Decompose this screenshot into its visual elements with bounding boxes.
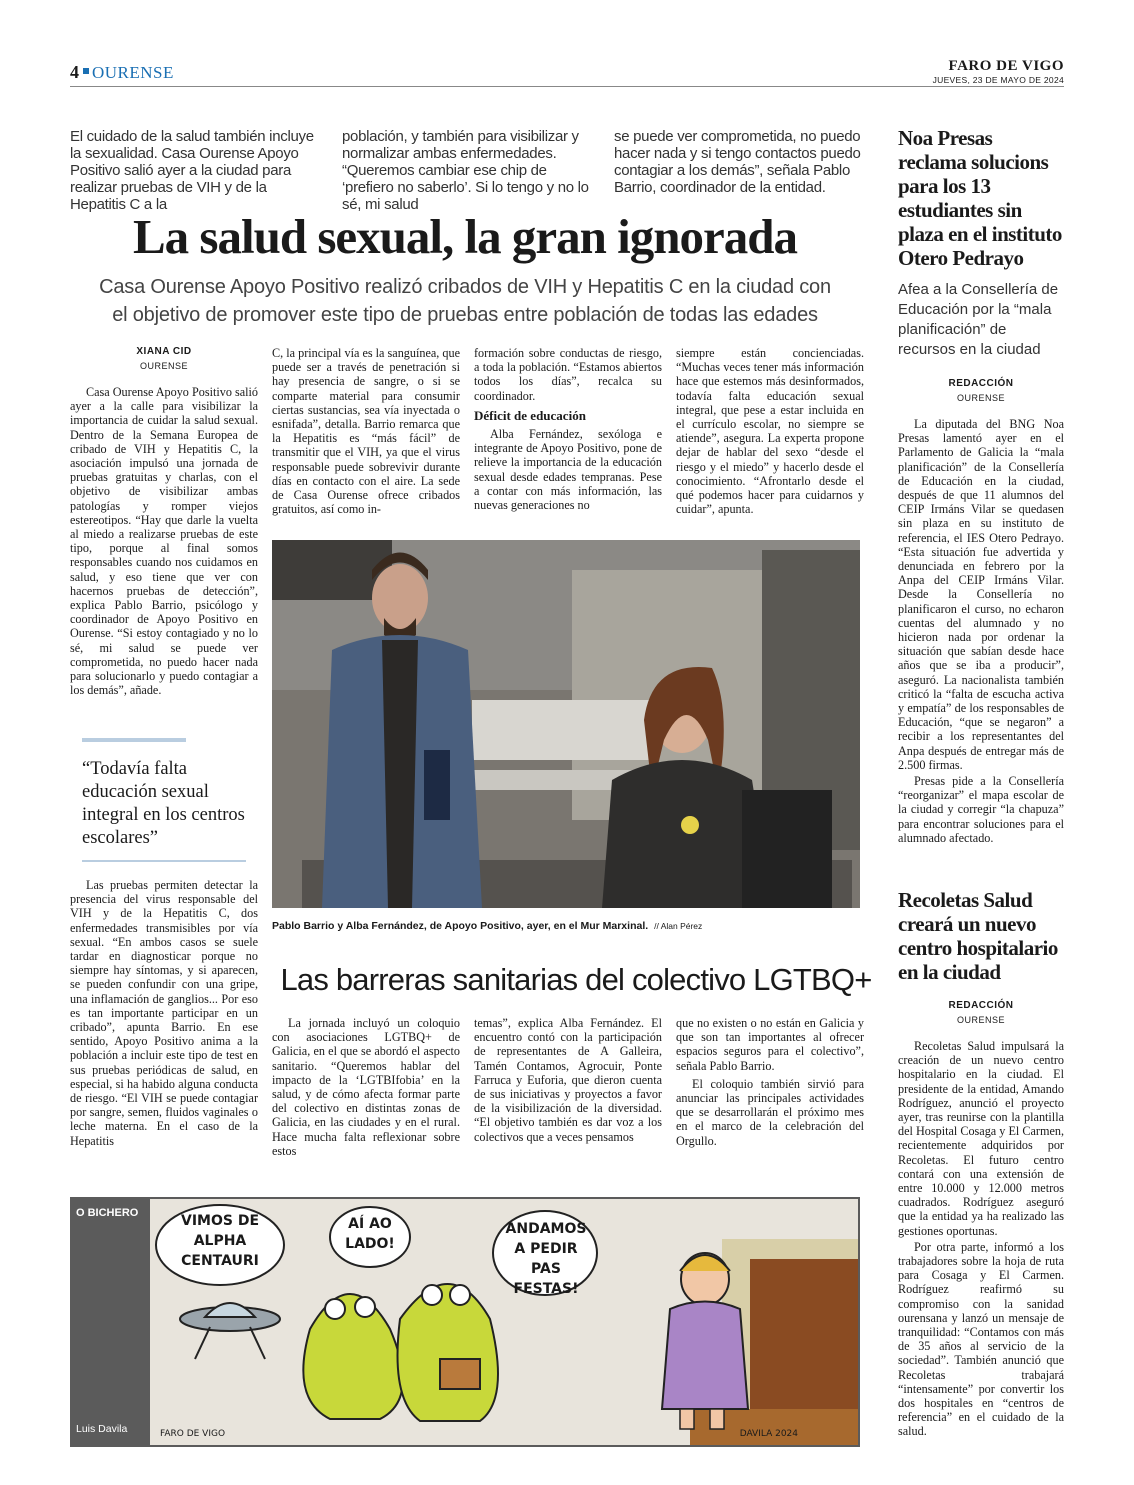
paragraph: que no existen o no están en Galicia y que son tan importantes al ofrecer espacios seguros para el colectivo”, señala Pablo Barrio. xyxy=(676,1016,864,1073)
sidebar-story-2 xyxy=(898,888,1064,1441)
second-headline: Las barreras sanitarias del colectivo LGTBQ+ xyxy=(280,962,872,997)
cartoon-author: Luis Davila xyxy=(76,1423,128,1435)
author-name: XIANA CID xyxy=(136,346,192,357)
speech-bubble-2: AÍ AO LADO! xyxy=(345,1216,395,1252)
paragraph: Presas pide a la Consellería “reorganizar” el mapa escolar de la ciudad y corregir “la chapuza” para encontrar soluciones para el alumnado afectado. xyxy=(898,774,1064,845)
paragraph: El coloquio también sirvió para anunciar las principales actividades que se desarrollarán el próximo mes en el marco de la celebración del Orgullo. xyxy=(676,1076,864,1148)
cartoon-label: O BICHERO xyxy=(76,1207,139,1219)
second-article-col-1 xyxy=(272,1016,460,1160)
intro-col-3: se puede ver comprometida, no puedo hacer nada y si tengo contactos puedo contagiar a los demás”, señala Pablo Barrio, coordinador de la entidad. xyxy=(614,128,861,196)
paragraph: La diputada del BNG Noa Presas lamentó ayer en el Parlamento de Galicia la “mala planificación” de la Consellería de Educación en la ciudad, después de que 11 alumnos del CEIP Irmáns Vilar se quedasen sin plaza en su instituto de referencia, el IES Otero Pedrayo. “Esta situación fue advertida y denunciada en febrero por la Anpa del CEIP Irmáns Vilar. Desde la Consellería no planificaron el curso, no echaron cuentas del alumnado y no hicieron nada por ordenar la situación que sabían desde hace años que se iba a producir”, aseguró. La nacionalista también criticó la “falta de escucha activa y empatía” de los responsables de Educación, “que se negaron” a recibir a los representantes del Anpa después de entregar más de 2.500 firmas. xyxy=(898,417,1064,772)
sidebar-headline-1: Noa Presas reclama solucions para los 13 estudiantes sin plaza en el instituto Otero Pedrayo xyxy=(898,126,1062,270)
main-article-col-1b xyxy=(70,878,258,1150)
paragraph: Las pruebas permiten detectar la presencia del virus responsable del VIH y de la Hepatitis C, dos enfermedades transmisibles por vía sexual. “En ambos casos se suele tardar en diagnosticar porque no siempre hay síntomas, y si aparecen, se pueden confundir con una gripe, una inflamación de ganglios... Por eso es tan importante participar en un cribado”, apunta Barrio. En ese sentido, Apoyo Positivo anima a la población a incluir este tipo de test en sus pruebas periódicas de salud, en especial, si ha habido alguna conducta de riesgo. “El VIH se puede contagiar por sangre, semen, fluidos vaginales o leche materna. En el caso de la Hepatitis xyxy=(70,878,258,1148)
author-city: OURENSE xyxy=(956,393,1005,403)
photo-credit: // Alan Pérez xyxy=(654,921,703,931)
author-city: OURENSE xyxy=(956,1015,1005,1025)
paragraph: Por otra parte, informó a los trabajadores sobre la hoja de ruta para Cosaga y El Carmen. Rodríguez reafirmó su compromiso con la sanidad ourensana y lanzó un mensaje de tranquilidad: “Contamos con más de 35 años al servicio de la sociedad”. También anunció que Recoletas trabajará “intensamente” por convertir los dos hospitales en “centros de referencia” en el cuidado de la salud. xyxy=(898,1239,1064,1439)
section-title: OURENSE xyxy=(92,63,174,82)
article-photo xyxy=(272,540,860,908)
pull-quote xyxy=(82,738,246,862)
second-article-col-2 xyxy=(474,1016,662,1146)
photo-illustration xyxy=(272,540,860,908)
sidebar-byline-2 xyxy=(898,1000,1064,1025)
quote-rule-top xyxy=(82,738,186,742)
speech-bubble-3: ANDAMOS A PEDIR PAS FESTAS! xyxy=(505,1221,587,1297)
cartoon-art xyxy=(150,1199,858,1445)
header-rule xyxy=(70,86,1064,87)
main-headline: La salud sexual, la gran ignorada xyxy=(132,209,798,264)
speech-bubble-1: VIMOS DE ALPHA CENTAURI xyxy=(180,1213,260,1269)
paragraph: temas”, explica Alba Fernández. El encuentro contó con la participación de representantes de A Galleira, Tamén Contamos, Agrocuir, Ponte Farruca y Euforia, que dieron cuenta de sus iniciativas y proyectos a favor de la visibilización de la diversidad. “El objetivo también es dar voz a los colectivos que a veces pensamos xyxy=(474,1016,662,1144)
intro-col-2: población, y también para visibilizar y normalizar ambas enfermedades. “Queremos cambiar ese chip de ‘prefiero no saberlo’. Si lo tengo y no lo sé, mi salud xyxy=(342,128,589,213)
sidebar-headline-2: Recoletas Salud creará un nuevo centro hospitalario en la ciudad xyxy=(898,888,1058,984)
caption-text: Pablo Barrio y Alba Fernández, de Apoyo Positivo, ayer, en el Mur Marxinal. xyxy=(272,920,649,932)
quote-rule-bottom xyxy=(82,860,246,862)
second-article-col-3 xyxy=(676,1016,864,1150)
paragraph: formación sobre conductas de riesgo, a toda la población. “Estamos abiertos todos los días”, recalca su coordinador. xyxy=(474,346,662,403)
main-article-col-3 xyxy=(474,346,662,514)
photo-caption xyxy=(272,920,860,932)
paragraph: C, la principal vía es la sanguínea, que puede ser a través de penetración si hay presencia de sangre, o si se comparte material para consumir ciertas sustancias, sea vía inyectada o esnifada”, detalla. Barrio remarca que la Hepatitis es “más fácil” de transmitir que el VIH, ya que el virus responsable puede sobrevivir durante días en contacto con el aire. La sede de Casa Ourense ofrece cribados gratuitos, así como in- xyxy=(272,346,460,517)
byline xyxy=(70,346,258,371)
section-marker-icon xyxy=(83,68,89,74)
sidebar-byline-1 xyxy=(898,378,1064,403)
issue-date: JUEVES, 23 DE MAYO DE 2024 xyxy=(932,75,1064,85)
intro-col-1: El cuidado de la salud también incluye la sexualidad. Casa Ourense Apoyo Positivo salió ayer a la ciudad para realizar pruebas de VIH y de la Hepatitis C a la xyxy=(70,128,314,213)
cartoon-signature: FARO DE VIGO xyxy=(160,1429,226,1439)
sidebar-subhead-1: Afea a la Consellería de Educación por la “mala planificación” de recursos en la ciudad xyxy=(898,281,1059,358)
quote-text: “Todavía falta educación sexual integral en los centros escolares” xyxy=(82,759,245,848)
author-name: REDACCIÓN xyxy=(948,1000,1014,1011)
paragraph: Casa Ourense Apoyo Positivo salió ayer a la calle para visibilizar la importancia de cuidar la salud sexual. Dentro de la Semana Europea de cribado de VIH y Hepatitis C, la asociación impulsó una jornada de pruebas gratuitas y charlas, con el objetivo de visibilizar ambas patologías y romper viejos estereotipos. “Hay que darle la vuelta al miedo a realizarse pruebas de este tipo, porque al final somos responsables cuando nos cuidamos en salud, y eso tiene que ver con hacernos pruebas de detección”, explica Pablo Barrio, psicólogo y coordinador de Apoyo Positivo en Ourense. “Si estoy contagiado y no lo sé, mi salud se puede ver comprometida, no puedo hacer nada para solucionarlo y puedo contagiar a los demás”, añade. xyxy=(70,385,258,698)
author-city: OURENSE xyxy=(139,361,188,371)
sidebar-story-1 xyxy=(898,126,1064,847)
cartoon-panel xyxy=(70,1197,860,1447)
main-subheadline-2: el objetivo de promover este tipo de pruebas entre población de todas las edades xyxy=(112,304,818,326)
subhead: Déficit de educación xyxy=(474,407,586,423)
main-article-col-1 xyxy=(70,346,258,699)
paragraph: Recoletas Salud impulsará la creación de un nuevo centro hospitalario en la ciudad. El presidente de la entidad, Amando Rodríguez, anunció el proyecto ayer, tras reunirse con la plantilla del Hospital Cosaga y El Carmen, recientemente adquiridos por Recoletas. El futuro centro contará con una extensión de entre 10.000 y 12.000 metros cuadrados. Rodríguez aseguró que la entidad ya ha realizado las gestiones oportunas. xyxy=(898,1039,1064,1238)
main-article-col-2 xyxy=(272,346,460,518)
paragraph: La jornada incluyó un coloquio con asociaciones LGTBQ+ de Galicia, en el que se abordó el aspecto sanitario. “Queremos hablar del impacto de la ‘LGTBIfobia’ en la salud, y de cómo afecta formar parte del colectivo en distintas zonas de Galicia, en las ciudades y en el rural. Hace mucha falta reflexionar sobre estos xyxy=(272,1016,460,1158)
paragraph: siempre están concienciadas. “Muchas veces tener más información hace que estemos más desinformados, todavía falta educación sexual integral, que pese a estar incluida en el currículo escolar, no siempre se atiende”, asegura. La experta propone dejar de hablar del sexo “desde el riesgo y el miedo” y hacerlo desde el conocimiento. “Afrontarlo desde el qué podemos hacer para cuidarnos y cuidar”, apunta. xyxy=(676,346,864,517)
page-header xyxy=(70,60,1064,88)
masthead: FARO DE VIGO xyxy=(948,58,1064,74)
author-name: REDACCIÓN xyxy=(948,378,1014,389)
main-article-col-4 xyxy=(676,346,864,518)
paragraph: Alba Fernández, sexóloga e integrante de Apoyo Positivo, pone de relieve la importancia de la educación sexual desde edades tempranas. Pese a contar con más información, las nuevas generaciones no xyxy=(474,427,662,513)
main-subheadline-1: Casa Ourense Apoyo Positivo realizó cribados de VIH y Hepatitis C en la ciudad con xyxy=(99,276,831,298)
page-number: 4 xyxy=(70,62,79,82)
artist-signature: DAVILA 2024 xyxy=(739,1429,798,1439)
